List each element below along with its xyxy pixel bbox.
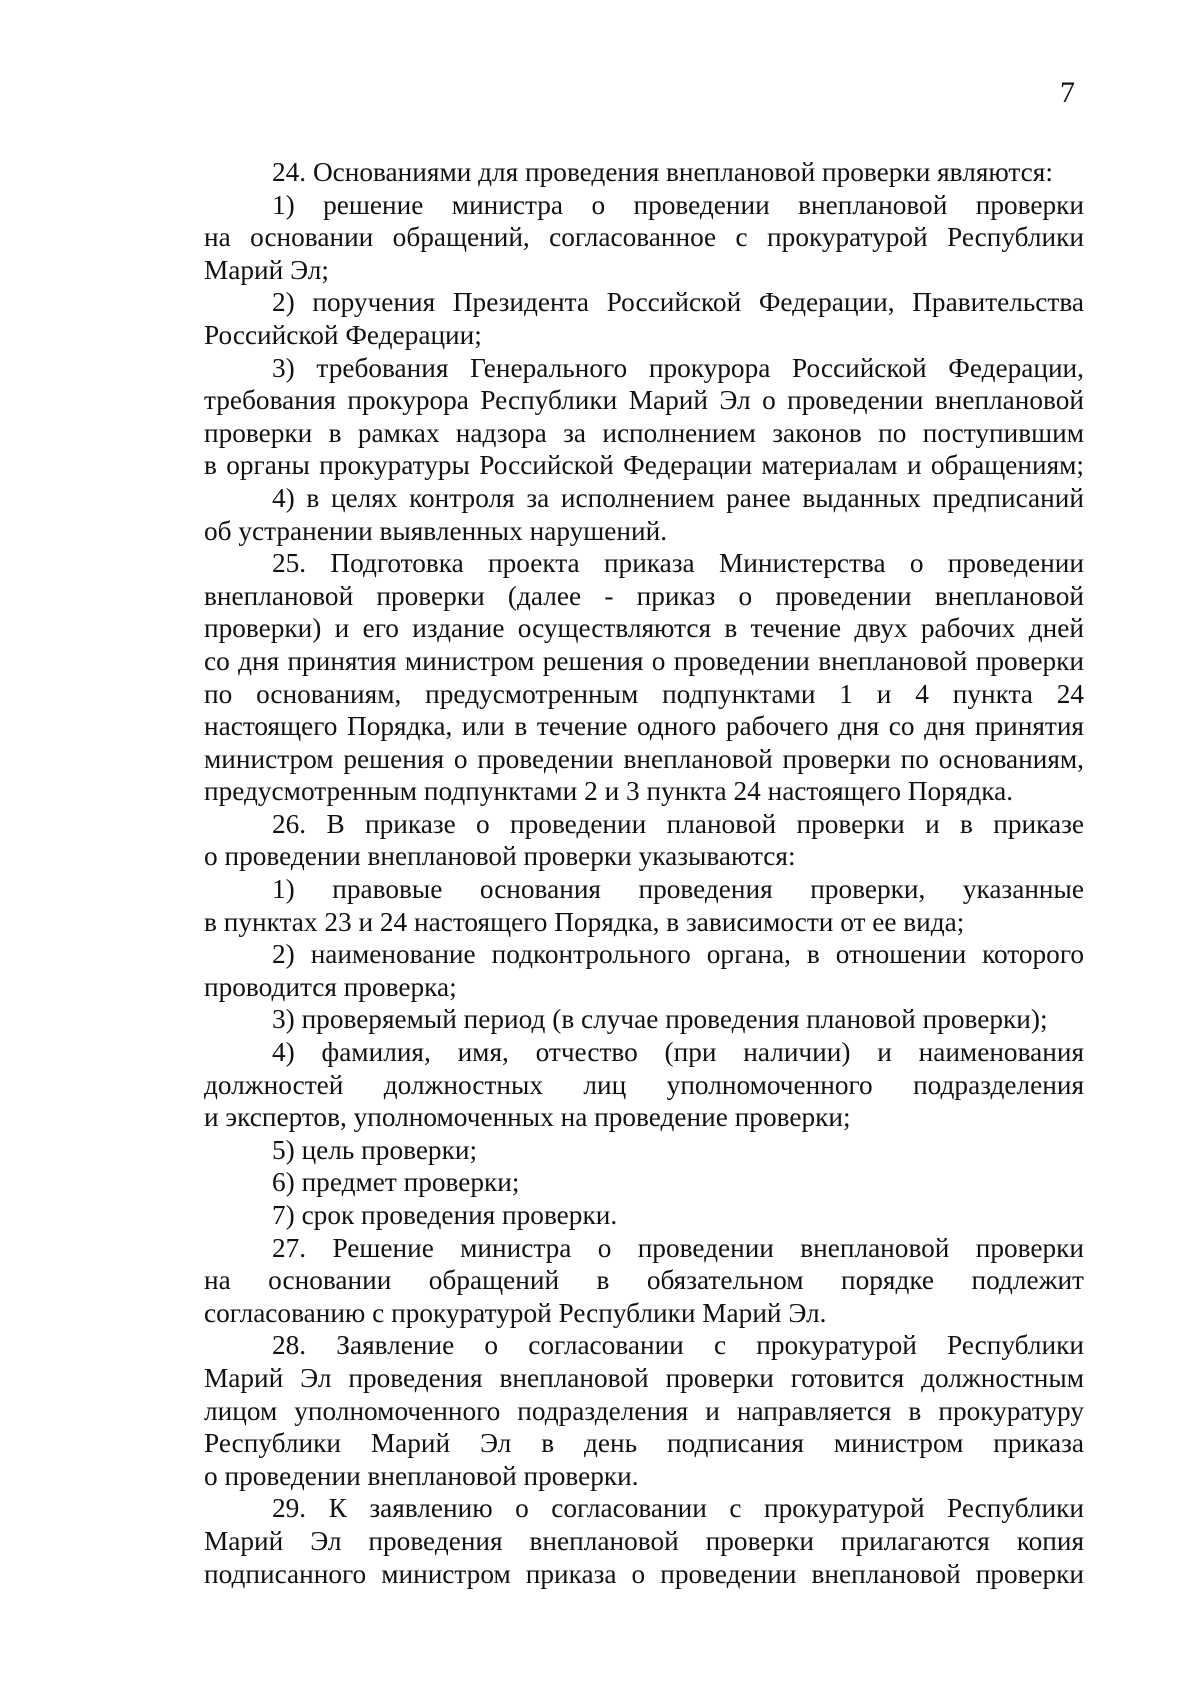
text-line: Марий Эл проведения внеплановой проверки готовится должностным xyxy=(204,1362,1084,1393)
text-line: 6) предмет проверки; xyxy=(272,1167,520,1198)
text-line: в органы прокуратуры Российской Федерации материалам и обращениям; xyxy=(204,450,1084,481)
text-line: и экспертов, уполномоченных на проведение проверки; xyxy=(204,1102,851,1133)
text-line: 2) поручения Президента Российской Федерации, Правительства xyxy=(272,287,1084,318)
text-line: 7) срок проведения проверки. xyxy=(272,1200,618,1230)
text-line: Республики Марий Эл в день подписания министром приказа xyxy=(204,1428,1084,1459)
text-line: настоящего Порядка, или в течение одного рабочего дня со дня принятия xyxy=(204,711,1084,742)
text-line: 1) решение министра о проведении внеплановой проверки xyxy=(272,189,1084,220)
text-line: 29. К заявлению о согласовании с прокуратурой Республики xyxy=(272,1493,1084,1524)
text-line: 5) цель проверки; xyxy=(272,1134,478,1165)
text-line: на основании обращений, согласованное с прокуратурой Республики xyxy=(204,222,1084,253)
text-line: предусмотренным подпунктами 2 и 3 пункта 24 настоящего Порядка. xyxy=(204,776,1014,807)
text-line: об устранении выявленных нарушений. xyxy=(204,515,668,546)
text-line: Российской Федерации; xyxy=(204,319,482,350)
text-line: 28. Заявление о согласовании с прокуратурой Республики xyxy=(272,1330,1084,1361)
text-line: требования прокурора Республики Марий Эл о проведении внеплановой xyxy=(204,385,1084,416)
text-line: о проведении внеплановой проверки. xyxy=(204,1460,639,1491)
text-line: 26. В приказе о проведении плановой проверки и в приказе xyxy=(272,808,1084,839)
text-line: лицом уполномоченного подразделения и направляется в прокуратуру xyxy=(204,1395,1084,1426)
text-line: 4) в целях контроля за исполнением ранее выданных предписаний xyxy=(272,482,1084,513)
text-line: 27. Решение министра о проведении внеплановой проверки xyxy=(272,1232,1084,1263)
text-line: 4) фамилия, имя, отчество (при наличии) и наименования xyxy=(272,1037,1084,1068)
text-line: внеплановой проверки (далее - приказ о проведении внеплановой xyxy=(204,580,1084,611)
text-line: 24. Основаниями для проведения внеплановой проверки являются: xyxy=(272,157,1053,187)
text-line: подписанного министром приказа о проведении внеплановой проверки xyxy=(204,1558,1084,1589)
text-line: 3) требования Генерального прокурора Российской Федерации, xyxy=(272,352,1084,383)
text-line: Марий Эл; xyxy=(204,254,329,285)
text-line: согласованию с прокуратурой Республики Марий Эл. xyxy=(204,1297,827,1328)
text-line: о проведении внеплановой проверки указываются: xyxy=(204,841,796,872)
text-line: 2) наименование подконтрольного органа, в отношении которого xyxy=(272,939,1084,970)
text-line: проводится проверка; xyxy=(204,971,457,1002)
text-line: 25. Подготовка проекта приказа Министерства о проведении xyxy=(272,548,1084,579)
text-line: 1) правовые основания проведения проверки, указанные xyxy=(272,874,1084,905)
text-line: по основаниям, предусмотренным подпунктами 1 и 4 пункта 24 xyxy=(204,678,1084,709)
text-line: 3) проверяемый период (в случае проведения плановой проверки); xyxy=(272,1004,1048,1035)
text-line: проверки в рамках надзора за исполнением законов по поступившим xyxy=(204,417,1084,448)
text-line: на основании обращений в обязательном порядке подлежит xyxy=(204,1265,1084,1296)
text-line: должностей должностных лиц уполномоченного подразделения xyxy=(204,1069,1084,1100)
document-body xyxy=(204,156,1084,1590)
text-line: со дня принятия министром решения о проведении внеплановой проверки xyxy=(204,645,1084,676)
text-line: министром решения о проведении внеплановой проверки по основаниям, xyxy=(204,743,1084,774)
text-line: Марий Эл проведения внеплановой проверки прилагаются копия xyxy=(204,1525,1084,1556)
text-line: в пунктах 23 и 24 настоящего Порядка, в зависимости от ее вида; xyxy=(204,906,965,937)
page-number: 7 xyxy=(1060,76,1075,109)
text-line: проверки) и его издание осуществляются в течение двух рабочих дней xyxy=(204,613,1084,644)
